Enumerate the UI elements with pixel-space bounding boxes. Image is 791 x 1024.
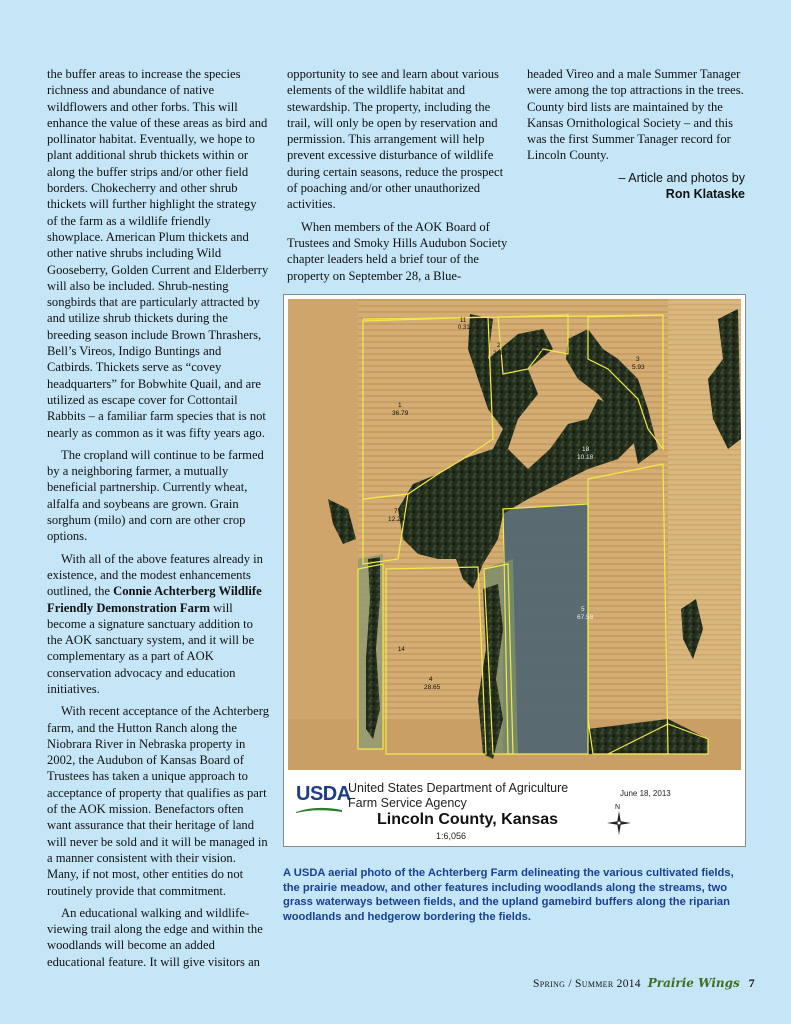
byline — [527, 170, 745, 202]
article-paragraph: When members of the AOK Board of Trustees and Smoky Hills Audubon Society chapter leaders held a brief tour of the property on September 28, a Blue- — [287, 219, 508, 283]
article-text: will become a signature sanctuary addition to the AOK sanctuary system, and it will be complementary as a part of AOK conservation advocacy and education initiatives. — [47, 600, 255, 696]
usda-swoosh-icon — [296, 807, 342, 813]
north-label: N — [615, 804, 621, 811]
map-county-title: Lincoln County, Kansas — [377, 811, 559, 828]
field-label-14: 14 — [398, 647, 405, 653]
page-number: 7 — [748, 976, 755, 990]
agency-line-2: Farm Service Agency — [348, 796, 467, 810]
magazine-title: Prairie Wings — [647, 976, 740, 990]
map-date: June 18, 2013 — [620, 789, 671, 798]
issue-label: Spring / Summer 2014 — [533, 978, 641, 990]
field-acres-5: 67.58 — [577, 614, 594, 621]
article-column-1 — [47, 66, 269, 976]
usda-logo — [296, 783, 351, 806]
north-arrow-icon — [602, 801, 636, 837]
article-paragraph: An educational walking and wildlife-viewing trail along the edge and within the woodlands will become an added educational feature. It will give visitors an — [47, 905, 263, 969]
field-label-10: 10 — [536, 342, 544, 349]
aerial-photo — [288, 299, 741, 770]
article-column-2 — [287, 66, 509, 290]
article-paragraph — [47, 551, 269, 698]
field-label-3: 3 — [636, 356, 640, 363]
field-acres-2: 2.49 — [493, 350, 506, 357]
agency-line-1: United States Department of Agriculture — [348, 781, 569, 795]
agency-name — [348, 781, 568, 811]
page-footer — [533, 976, 755, 991]
article-text: With all of the above features already in existence, and the modest enhancements outlined, the — [47, 551, 263, 599]
map-legend — [288, 773, 741, 843]
field-acres-10: 8.74 — [534, 350, 547, 357]
article-column-3 — [527, 66, 745, 202]
field-label-11: 11 — [460, 318, 467, 324]
field-acres-3: 5.93 — [632, 364, 645, 371]
usda-logo-text: USDA — [296, 783, 351, 805]
field-label-7: 7 — [394, 508, 398, 515]
map-scale: 1:6,056 — [436, 831, 467, 841]
field-label-1: 1 — [398, 402, 402, 409]
field-acres-7: 12.26 — [388, 516, 405, 523]
field-label-2: 2 — [497, 342, 501, 349]
article-paragraph: the buffer areas to increase the species richness and abundance of native wildflowers and other forbs. This will enhance the value of these areas as bird and pollinator habitat. Eventually, we hope to plant additional shrub thickets within or along the buffer strips and/or other field borders. Chokecherry and other shrub thickets will further highlight the strategy of the farm as a wildlife friendly showplace. American Plum thickets and other native shrubs including Wild Gooseberry, Golden Current and Elderberry will also be included. Shrub-nesting songbirds that are particularly attracted by and utilize shrub thickets during the breeding season include Brown Thrashers, Bell’s Vireos, Indigo Buntings and Catbirds. Thickets serve as “covey headquarters” for Bobwhite Quail, and are utilized as escape cover for Cottontail Rabbits – a familiar farm species that is not nearly as common as it was fifty years ago. — [47, 67, 269, 440]
byline-author: Ron Klataske — [665, 186, 745, 201]
field-acres-18: 10.18 — [577, 454, 594, 461]
article-paragraph: The cropland will continue to be farmed by a neighboring farmer, a mutually beneficial partnership. Currently wheat, alfalfa and soybeans are grown. Grain sorghum (milo) and corn are other crop options. — [47, 447, 264, 544]
field-label-5: 5 — [581, 606, 585, 613]
field-label-4: 4 — [429, 676, 433, 683]
field-acres-11: 0.31 — [458, 325, 470, 331]
aerial-map-figure — [283, 294, 746, 847]
byline-credit: – Article and photos by — [618, 170, 745, 185]
article-paragraph: opportunity to see and learn about various elements of the wildlife habitat and stewardship. The property, including the trail, will only be open by reservation and permission. This arrangement will help prevent excessive disturbance of wildlife during certain seasons, reduce the prospect of poaching and/or other unauthorized activities. — [287, 67, 504, 212]
field-label-18: 18 — [582, 446, 590, 453]
article-paragraph: With recent acceptance of the Achterberg farm, and the Hutton Ranch along the Niobrara River in Nebraska property in 2002, the Audubon of Kansas Board of Trustees has taken a unique approach to acceptance of property that qualifies as part of the AOK mission. Benefactors often want assurance that their heritage of land will never be sold and it will be managed in a manner consistent with their vision. Many, if not most, other entities do not routinely provide that commitment. — [47, 704, 269, 898]
field-acres-1: 36.79 — [392, 410, 409, 417]
article-paragraph: headed Vireo and a male Summer Tanager were among the top attractions in the trees. County bird lists are maintained by the Kansas Ornithological Society – and this was the first Summer Tanager record for Lincoln County. — [527, 67, 744, 163]
farm-name: Connie Achterberg Wildlife Friendly Demonstration Farm — [47, 584, 262, 615]
figure-caption: A USDA aerial photo of the Achterberg Farm delineating the various cultivated fields, the prairie meadow, and other features including woodlands along the streams, two grass waterways between fields, and the upland gamebird buffers along the riparian woodlands and hedgerow bordering the fields. — [283, 867, 734, 923]
field-acres-4: 28.65 — [424, 684, 441, 691]
